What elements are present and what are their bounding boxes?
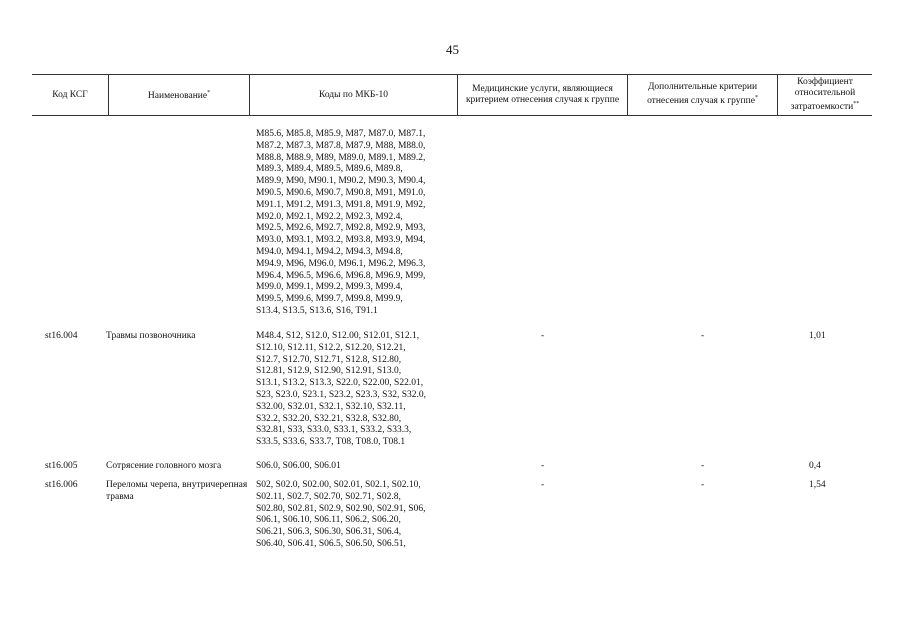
coefficient-value: 1,01 bbox=[809, 331, 826, 341]
icd10-codes-line: M48.4, S12, S12.0, S12.00, S12.01, S12.1, bbox=[256, 331, 420, 341]
icd10-codes-line: M87.2, M87.3, M87.8, M87.9, M88, M88.0, bbox=[256, 140, 426, 151]
icd10-codes-line: S06.21, S06.3, S06.30, S06.31, S06.4, bbox=[256, 527, 402, 538]
icd10-codes-line: S02.80, S02.81, S02.9, S02.90, S02.91, S06, bbox=[256, 503, 426, 514]
coefficient-value: 1,54 bbox=[809, 480, 826, 490]
icd10-codes bbox=[256, 480, 466, 551]
header-name: Наименование* bbox=[108, 75, 249, 115]
header-icd10: Коды по МКБ-10 bbox=[249, 75, 457, 115]
ksg-code: st16.005 bbox=[45, 461, 78, 471]
page-number: 45 bbox=[446, 42, 459, 57]
icd10-codes-line: S06.40, S06.41, S06.5, S06.50, S06.51, bbox=[256, 538, 406, 549]
table-row bbox=[32, 480, 872, 551]
extra-criteria-value: - bbox=[701, 331, 705, 341]
ksg-name: Травмы позвоночника bbox=[106, 331, 196, 341]
ksg-code: st16.006 bbox=[45, 480, 78, 490]
icd10-codes-line: M92.5, M92.6, M92.7, M92.8, M92.9, M93, bbox=[256, 223, 426, 234]
ksg-table bbox=[32, 74, 872, 549]
icd10-codes-line: M89.3, M89.4, M89.5, M89.6, M89.8, bbox=[256, 164, 403, 175]
header-extra-criteria: Дополнительные критерии отнесения случая к группе* bbox=[627, 75, 777, 115]
header-code: Код КСГ bbox=[52, 89, 88, 100]
icd10-codes-line: S32.2, S32.20, S32.21, S32.8, S32.80, bbox=[256, 413, 402, 424]
icd10-codes-line: M94.0, M94.1, M94.2, M94.3, M94.8, bbox=[256, 246, 403, 257]
icd10-codes-line: S12.10, S12.11, S12.2, S12.20, S12.21, bbox=[256, 342, 406, 353]
services-value: - bbox=[541, 331, 545, 341]
icd10-codes-line: S12.7, S12.70, S12.71, S12.8, S12.80, bbox=[256, 354, 402, 365]
icd10-codes-line: S32.81, S33, S33.0, S33.1, S33.2, S33.3, bbox=[256, 425, 412, 436]
table-row bbox=[32, 331, 872, 449]
services-value: - bbox=[541, 480, 545, 490]
icd10-codes-line: M94.9, M96, M96.0, M96.1, M96.2, M96.3, bbox=[256, 258, 426, 269]
icd10-codes-line: S33.5, S33.6, S33.7, T08, T08.0, T08.1 bbox=[256, 437, 406, 448]
icd10-codes-line: M89.9, M90, M90.1, M90.2, M90.3, M90.4, bbox=[256, 176, 426, 187]
icd10-codes-line: M99.5, M99.6, M99.7, M99.8, M99.9, bbox=[256, 294, 403, 305]
icd10-codes-line: S02, S02.0, S02.00, S02.01, S02.1, S02.10, bbox=[256, 480, 421, 490]
table-row bbox=[32, 129, 872, 318]
coefficient-value: 0,4 bbox=[809, 461, 821, 471]
header-coefficient: Коэффициент относительной затратоемкости** bbox=[777, 75, 872, 115]
icd10-codes-line: M85.6, M85.8, M85.9, M87, M87.0, M87.1, bbox=[256, 129, 426, 139]
icd10-codes-line: S12.81, S12.9, S12.90, S12.91, S13.0, bbox=[256, 366, 402, 377]
icd10-codes-line: S06.0, S06.00, S06.01 bbox=[256, 461, 341, 471]
services-value: - bbox=[541, 461, 545, 471]
icd10-codes-line: S13.1, S13.2, S13.3, S22.0, S22.00, S22.01, bbox=[256, 378, 424, 389]
ksg-name: Сотрясение головного мозга bbox=[106, 461, 222, 471]
extra-criteria-value: - bbox=[701, 461, 705, 471]
ksg-code: st16.004 bbox=[45, 331, 78, 341]
icd10-codes-line: M93.0, M93.1, M93.2, M93.8, M93.9, M94, bbox=[256, 235, 426, 246]
icd10-codes-line: S23, S23.0, S23.1, S23.2, S23.3, S32, S32.0, bbox=[256, 389, 426, 400]
icd10-codes-line: M92.0, M92.1, M92.2, M92.3, M92.4, bbox=[256, 211, 403, 222]
icd10-codes bbox=[256, 461, 466, 473]
header-services: Медицинские услуги, являющиеся критерием отнесения случая к группе bbox=[457, 75, 627, 115]
icd10-codes-line: M90.5, M90.6, M90.7, M90.8, M91, M91.0, bbox=[256, 187, 426, 198]
icd10-codes-line: M99.0, M99.1, M99.2, M99.3, M99.4, bbox=[256, 282, 403, 293]
ksg-name: Переломы черепа, внутричерепная травма bbox=[106, 480, 248, 502]
icd10-codes-line: S13.4, S13.5, S13.6, S16, T91.1 bbox=[256, 305, 378, 316]
icd10-codes bbox=[256, 331, 466, 449]
extra-criteria-value: - bbox=[701, 480, 705, 490]
icd10-codes-line: M91.1, M91.2, M91.3, M91.8, M91.9, M92, bbox=[256, 199, 426, 210]
icd10-codes-line: M88.8, M88.9, M89, M89.0, M89.1, M89.2, bbox=[256, 152, 426, 163]
table-header bbox=[32, 74, 872, 116]
icd10-codes-line: S06.1, S06.10, S06.11, S06.2, S06.20, bbox=[256, 515, 401, 526]
icd10-codes-line: M96.4, M96.5, M96.6, M96.8, M96.9, M99, bbox=[256, 270, 426, 281]
icd10-codes bbox=[256, 129, 466, 318]
icd10-codes-line: S32.00, S32.01, S32.1, S32.10, S32.11, bbox=[256, 401, 406, 412]
icd10-codes-line: S02.11, S02.7, S02.70, S02.71, S02.8, bbox=[256, 491, 401, 502]
